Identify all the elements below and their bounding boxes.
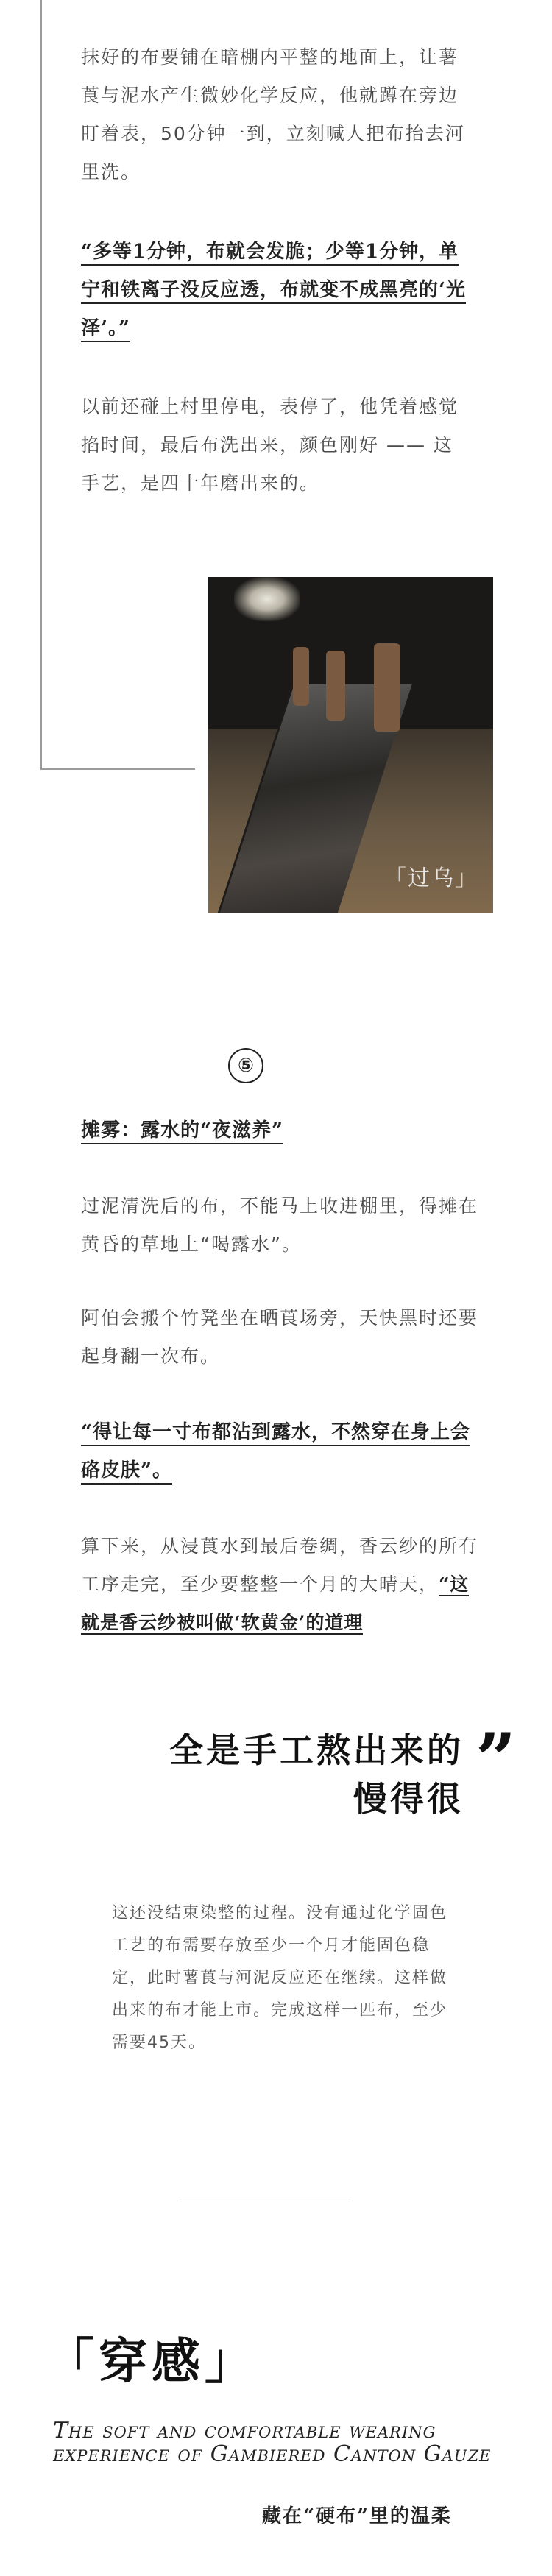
feel-title: 「穿感」	[46, 2332, 258, 2390]
paragraph-soft-gold-plain: 算下来，从浸莨水到最后卷绸，香云纱的所有工序走完，至少要整整一个月的大晴天，	[81, 1535, 479, 1595]
quote-dew-text: “得让每一寸布都沾到露水，不然穿在身上会硌皮肤”。	[81, 1421, 470, 1485]
frame-line-horizontal	[40, 768, 195, 770]
paragraph-bamboo-stool: 阿伯会搬个竹凳坐在晒莨场旁，天快黑时还要起身翻一次布。	[81, 1307, 479, 1367]
pull-quote-line1: 全是手工熬出来的	[169, 1730, 464, 1770]
photo-worker-2	[326, 651, 345, 721]
quote-mark-icon: ”	[475, 1718, 517, 1801]
photo-worker-1	[374, 643, 400, 732]
closing-paragraph: 这还没结束染整的过程。没有通过化学固色工艺的布需要存放至少一个月才能固色稳定，此时薯莨与河泥反应还在继续。这样做出来的布才能上市。完成这样一匹布，至少需要45天。	[112, 1904, 448, 2052]
paragraph-soft-gold-bold: “这就是香云纱被叫做‘软黄金’的道理	[81, 1574, 470, 1633]
feel-subtitle: 藏在“硬布”里的温柔	[262, 2505, 452, 2527]
quote-timing	[81, 233, 478, 347]
section-title	[81, 1111, 478, 1150]
photo-light	[234, 577, 300, 621]
quote-dew	[81, 1413, 478, 1490]
pull-quote	[118, 1726, 478, 1823]
feel-english-subtitle: The soft and comfortable wearing experience of Gambiered Canton Gauze	[53, 2418, 492, 2467]
paragraph-dew: 过泥清洗后的布，不能马上收进棚里，得摊在黄昏的草地上“喝露水”。	[81, 1195, 479, 1255]
photo-worker-3	[293, 647, 309, 706]
photo-guowu	[208, 577, 493, 913]
paragraph-cloth-process: 抹好的布要铺在暗棚内平整的地面上，让薯莨与泥水产生微妙化学反应，他就蹲在旁边盯着表，50分钟一到，立刻喊人把布抬去河里洗。	[81, 46, 465, 183]
section-title-text: 摊雾：露水的“夜滋养”	[81, 1119, 283, 1144]
pull-quote-line2: 慢得很	[353, 1779, 464, 1819]
frame-line-vertical	[40, 0, 42, 768]
paragraph-soft-gold	[81, 1527, 478, 1642]
quote-timing-text: “多等1分钟，布就会发脆；少等1分钟，单宁和铁离子没反应透，布就变不成黑亮的‘光泽’。”	[81, 241, 466, 342]
paragraph-power-outage: 以前还碰上村里停电，表停了，他凭着感觉掐时间，最后布洗出来，颜色刚好 —— 这手艺，是四十年磨出来的。	[81, 396, 459, 494]
photo-caption: 「过乌」	[384, 866, 478, 891]
section-number: ⑤	[228, 1048, 263, 1083]
